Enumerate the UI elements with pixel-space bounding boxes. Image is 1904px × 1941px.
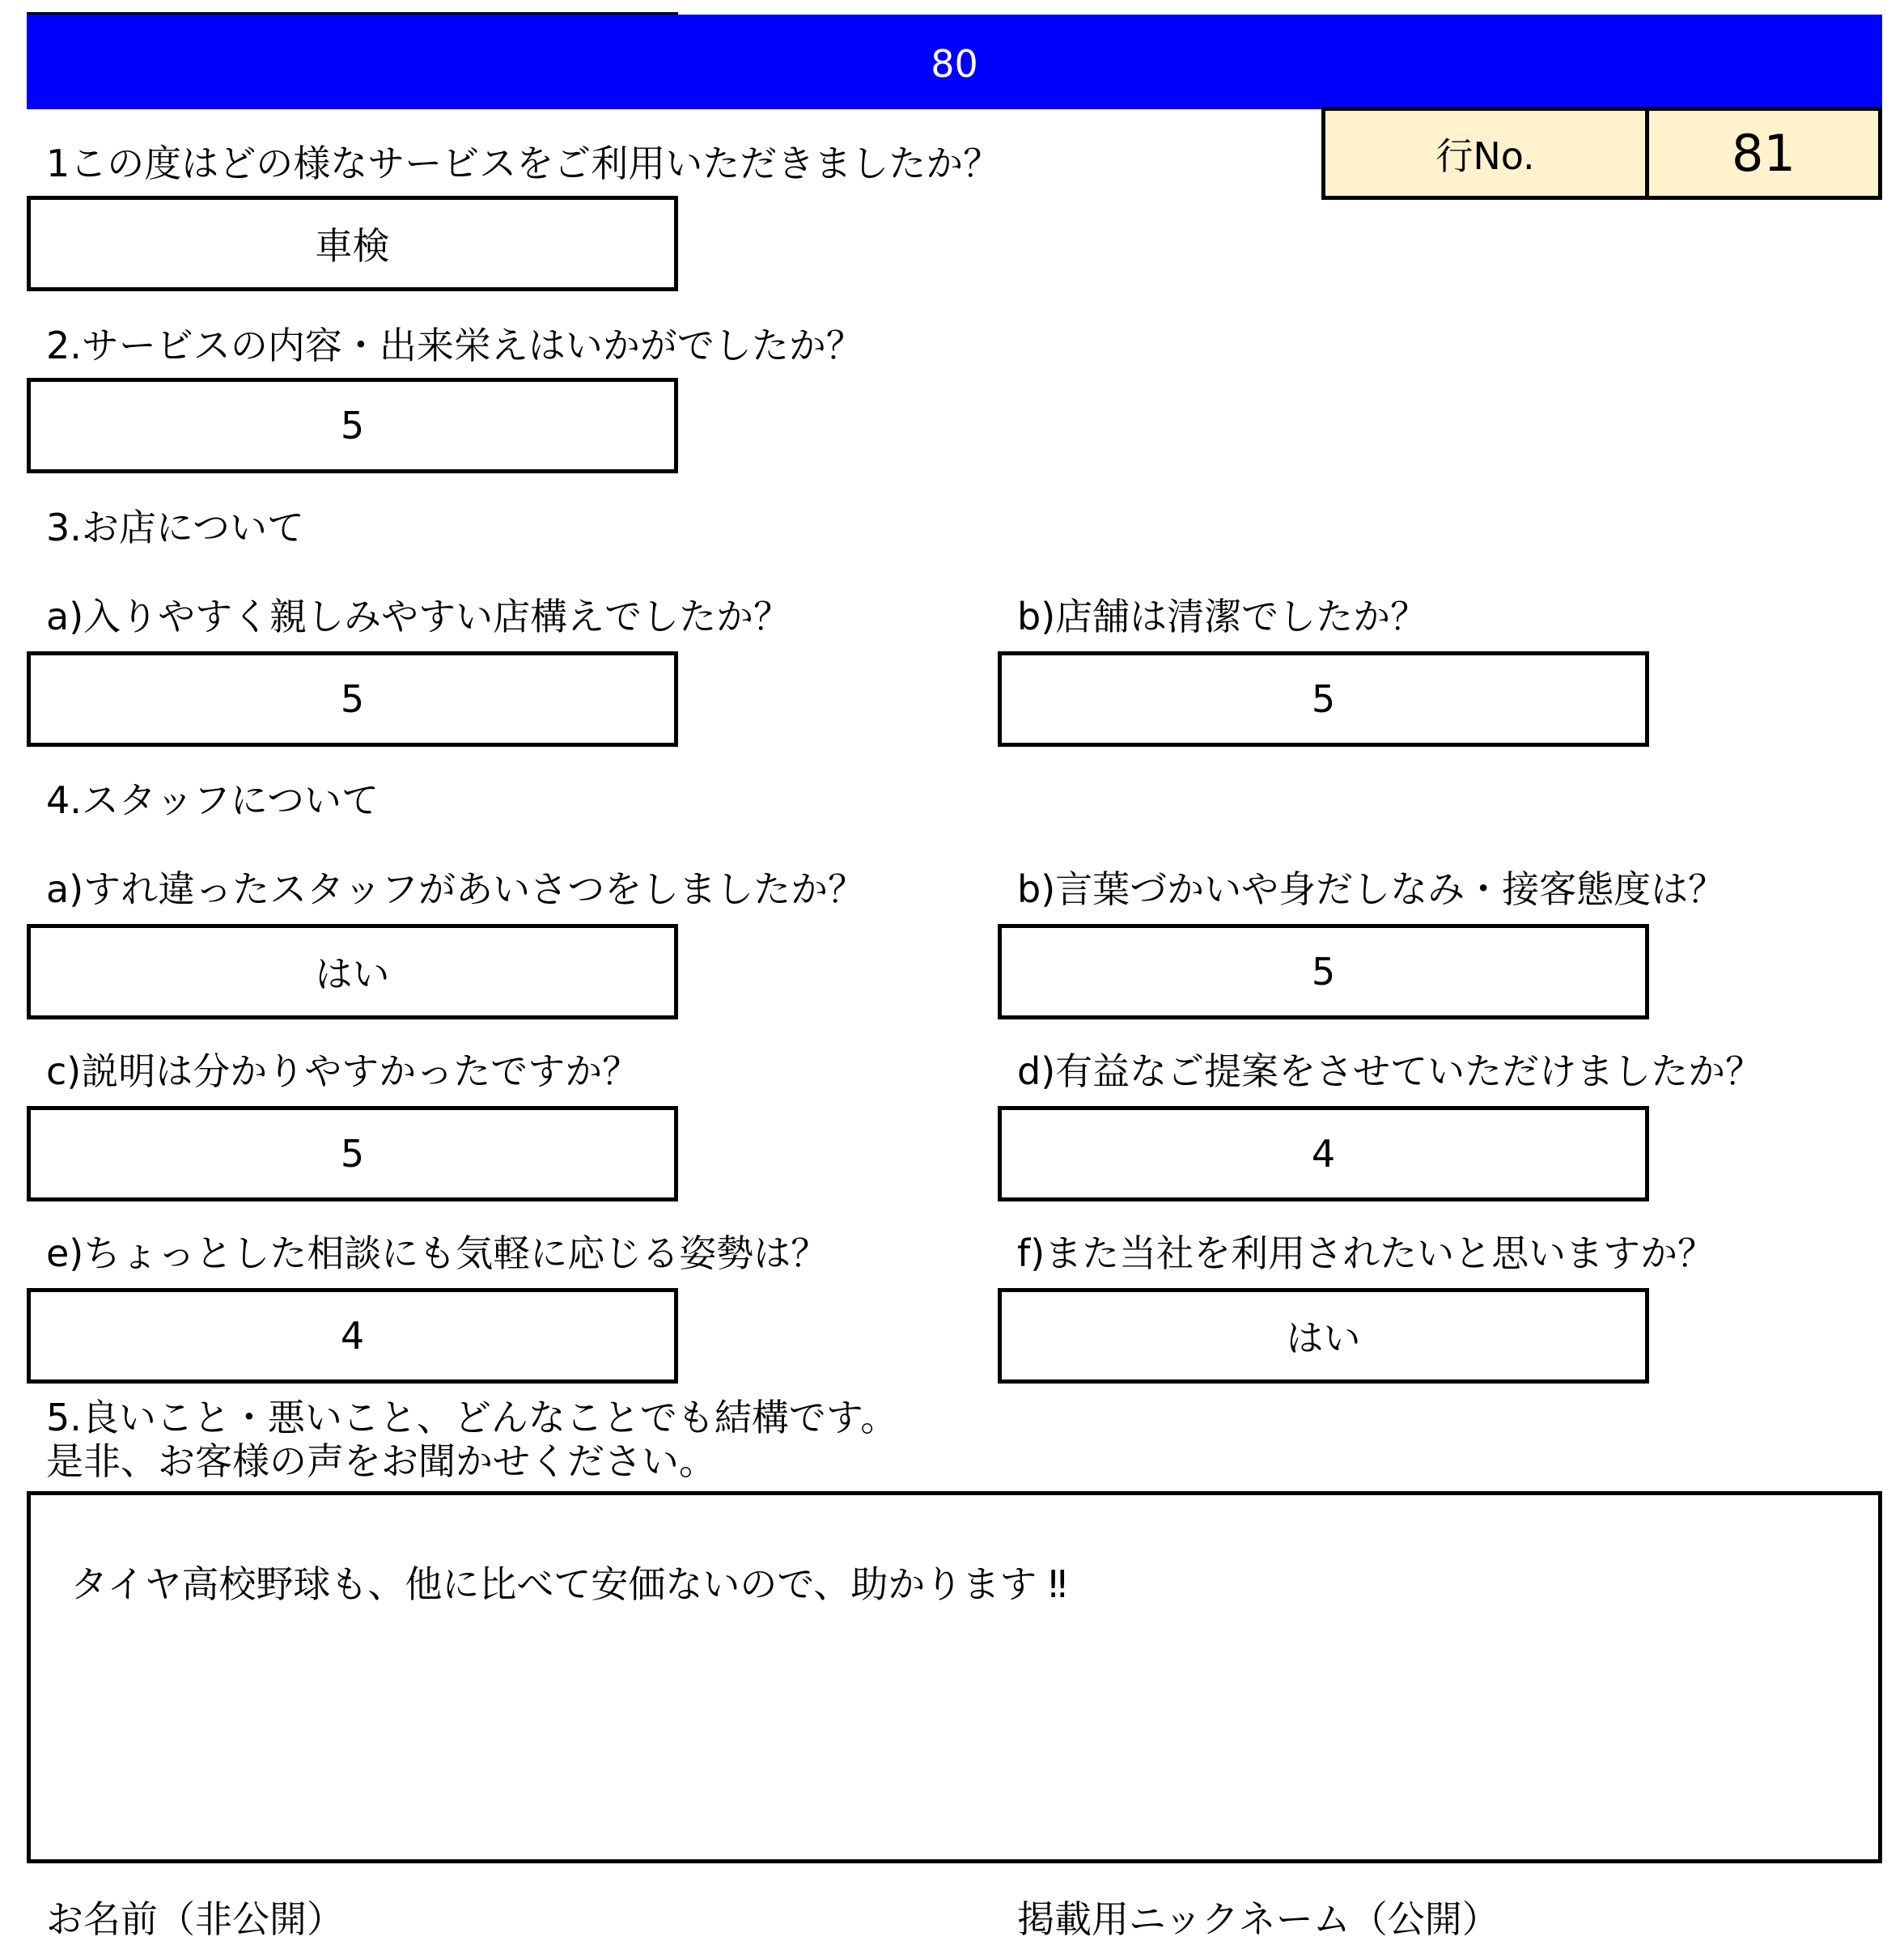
q4d-answer-box[interactable] [998,1106,1649,1201]
q1-answer-box[interactable] [27,196,678,291]
q5-comment: タイヤ高校野球も、他に比べて安価ないので、助かります ‼ [70,1562,1067,1606]
q4a-answer: はい [315,952,390,996]
q5-comment-box[interactable] [27,1491,1882,1863]
q3-heading: 3.お店について [46,506,304,549]
header-number: 80 [931,41,978,86]
q1-question: 1この度はどの様なサービスをご利用いただきましたか？ [46,142,1001,185]
q5-question-line2: 是非、お客様の声をお聞かせください。 [46,1439,716,1483]
row-number-label: 行No. [1321,107,1649,200]
q1-answer: 車検 [315,224,390,268]
q3b-answer: 5 [1311,677,1336,721]
q4e-answer-box[interactable] [27,1288,678,1384]
name-label: お名前（非公開） [46,1897,344,1941]
row-number-value: 81 [1645,107,1882,200]
q3b-answer-box[interactable] [998,651,1649,747]
q4c-question: c)説明は分かりやすかったですか？ [46,1049,640,1093]
q3a-answer: 5 [340,677,365,721]
q2-answer: 5 [340,404,365,447]
q4b-answer-box[interactable] [998,924,1649,1019]
q3b-question: b)店舗は清潔でしたか？ [1017,595,1428,638]
q4f-answer-box[interactable] [998,1288,1649,1384]
q4d-answer: 4 [1311,1132,1336,1176]
q4e-answer: 4 [340,1314,365,1358]
q4f-answer: はい [1286,1316,1361,1360]
nickname-label: 掲載用ニックネーム（公開） [1017,1897,1499,1941]
q4f-question: f)また当社を利用されたいと思いますか？ [1017,1231,1715,1275]
q3a-answer-box[interactable] [27,651,678,747]
q5-question-line1: 5.良いこと・悪いこと、どんなことでも結構です。 [46,1396,898,1439]
q4d-question: d)有益なご提案をさせていただけましたか？ [1017,1049,1763,1093]
q5-question [46,1396,897,1483]
q4e-question: e)ちょっとした相談にも気軽に応じる姿勢は？ [46,1231,829,1275]
q4c-answer-box[interactable] [27,1106,678,1201]
header-bar [27,15,1882,109]
q2-question: 2.サービスの内容・出来栄えはいかがでしたか？ [46,324,863,367]
q3a-question: a)入りやすく親しみやすい店構えでしたか？ [46,595,791,638]
q4-heading: 4.スタッフについて [46,778,379,822]
q2-answer-box[interactable] [27,378,678,473]
q4b-question: b)言葉づかいや身だしなみ・接客態度は？ [1017,867,1726,911]
q4a-answer-box[interactable] [27,924,678,1019]
q4b-answer: 5 [1311,950,1336,994]
q4c-answer: 5 [340,1132,365,1176]
q4a-question: a)すれ違ったスタッフがあいさつをしましたか？ [46,867,866,911]
